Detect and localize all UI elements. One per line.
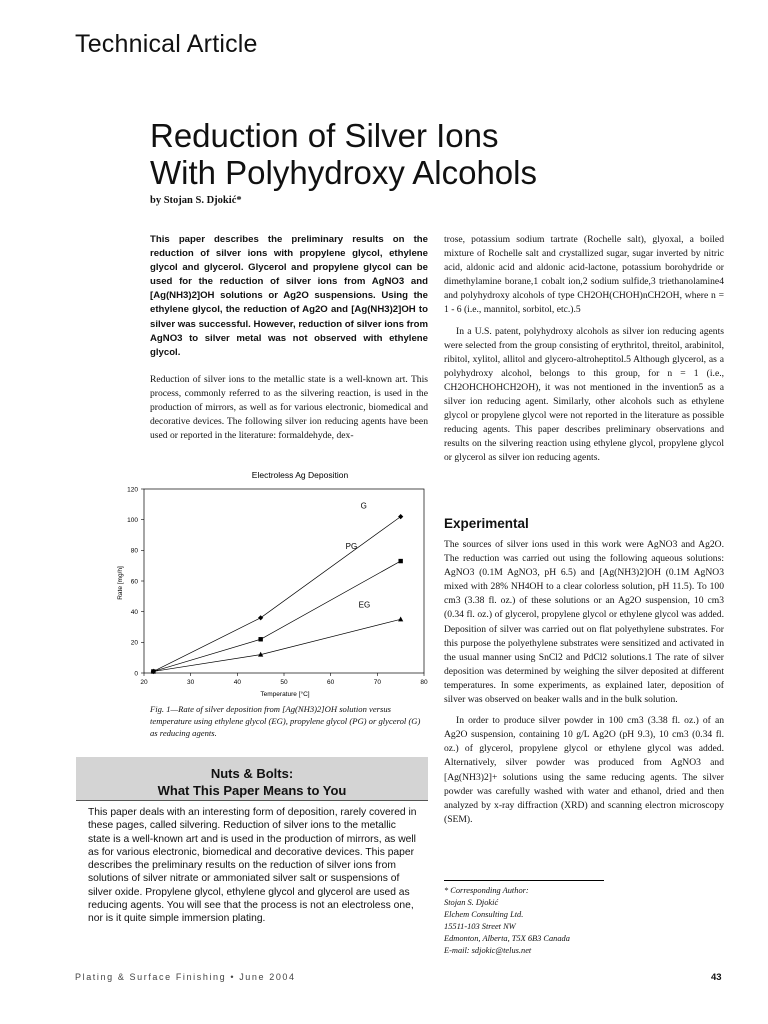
series-label-pg: PG (345, 542, 358, 552)
y-tick-label: 80 (130, 547, 138, 555)
x-axis-label: Temperature [°C] (260, 691, 310, 698)
footnote-line: Edmonton, Alberta, T5X 6B3 Canada (444, 934, 570, 943)
x-tick-label: 30 (187, 679, 195, 686)
experimental-paragraph-2: In order to produce silver powder in 100 cm3 (3.38 fl. oz.) of an Ag2O suspension, containing 10 g/L Ag2O (pH 9.3), 10 cm3 (0.34 fl. oz.) of glycerol, propylene glycol or ethylene glycol was added. Alternatively, silver powder was produced from AgNO3 and [Ag(NH3)2]+ solutions using the same reducing agents. The silver powder was carefully washed with water and ethanol, dried and then analyzed by x-ray diffraction (XRD) and scanning electron microscopy (SEM). (444, 715, 724, 825)
title-line-2: With Polyhydroxy Alcohols (150, 154, 537, 191)
chart-ticks (127, 486, 428, 686)
series-line-eg (153, 619, 400, 671)
chart-series (151, 502, 404, 674)
intro-paragraph: Reduction of silver ions to the metallic state is a well-known art. This process, commonly referred to as the silvering reaction, is used in the production of mirrors, as well as for various electronic, biomedical and decorative devices. The following silver ion reducing agents have been used or reported in the literature: formaldehyde, dex- (150, 374, 428, 442)
experimental-paragraph-1: The sources of silver ions used in this work were AgNO3 and Ag2O. The reduction was carried out using the following aqueous solutions: AgNO3 (0.1M AgNO3, pH 6.5) and [Ag(NH3)2]OH (0.1M AgNO3 mixed with 28% NH4OH to a clear colorless solution, pH 11.5). To 100 cm3 (3.38 fl. oz.) of these solutions or an Ag2O suspension, 10 cm3 (0.34 fl. oz.) of glycerol, propylene glycol or ethylene glycol was added. Deposition of silver was carried out on flat polyethylene substrates. For this purpose the polyethylene substrates were sensitized and activated in the usual manner using SnCl2 and PdCl2 solutions.1 The rate of silver deposition was determined by weighing the silver deposited at different temperatures. In some experiments, as explained later, deposition of silver was observed on beaker walls and in the bulk solution. (444, 539, 724, 706)
footnote (444, 885, 724, 957)
footnote-line: * Corresponding Author: (444, 886, 529, 895)
series-label-g: G (360, 501, 367, 511)
data-point-pg (398, 559, 402, 563)
footnote-rule (444, 880, 604, 881)
x-tick-label: 80 (420, 679, 428, 686)
right-paragraph-2: In a U.S. patent, polyhydroxy alcohols as silver ion reducing agents were selected from the group consisting of erythritol, threitol, arabinitol, ribitol, xylitol, allitol and glycero-altroheptitol.5 Although glycerol, as a polyhydroxy alcohol, belongs to this group, for n = 1 (i.e., CH2OHCHOHCH2OH), it was not mentioned in the invention5 as a silver ion reducing agent. Similarly, other alcohols such as ethylene glycol or propylene glycol were not reported in the literature as possible reducing agents. This paper describes preliminary observations and results on the silvering reaction using ethylene glycol, propylene glycol or glycerol as silver ion reducing agents. (444, 325, 724, 464)
x-tick-label: 50 (280, 679, 288, 686)
series-label-eg: EG (358, 600, 371, 610)
intro-column (150, 373, 428, 450)
series-line-g (153, 517, 400, 672)
y-tick-label: 60 (130, 578, 138, 586)
y-tick-label: 0 (134, 670, 138, 678)
x-tick-label: 60 (327, 679, 335, 686)
x-tick-label: 70 (373, 679, 381, 686)
chart-axes (144, 489, 424, 673)
right-paragraph-1: trose, potassium sodium tartrate (Rochelle salt), glyoxal, a boiled mixture of Rochelle salt and crystallized sugar, sugar inverted by nitric acid, aldonic acid and aldonic acid-lactone, potassium borohydride or dimethylamine borane,1 cobalt ion,2 sodium sulfide,3 triethanolamine4 and polyhydroxy alcohols of type CH2OH(CHOH)nCH2OH, where n = 1 - 6 (i.e., mannitol, sorbitol, etc.).5 (444, 234, 724, 316)
deposition-rate-chart (110, 468, 435, 700)
page-number: 43 (711, 972, 722, 983)
data-point-eg (398, 617, 403, 622)
footnote-line: 15511-103 Street NW (444, 922, 516, 931)
article-title (150, 117, 670, 191)
title-line-1: Reduction of Silver Ions (150, 117, 499, 154)
data-point-g (258, 615, 263, 620)
footnote-line: Elchem Consulting Ltd. (444, 910, 524, 919)
experimental-heading: Experimental (444, 516, 529, 531)
y-tick-label: 100 (127, 516, 138, 524)
sidebar-title-line-2: What This Paper Means to You (157, 783, 347, 798)
y-tick-label: 20 (130, 639, 138, 647)
x-tick-label: 20 (140, 679, 148, 686)
sidebar-title-line-1: Nuts & Bolts: (210, 766, 294, 781)
data-point-pg (258, 637, 262, 641)
data-point-g (398, 514, 403, 519)
y-tick-label: 120 (127, 486, 138, 494)
y-tick-label: 40 (130, 608, 138, 616)
byline: by Stojan S. Djokić* (150, 195, 242, 206)
experimental-body (444, 538, 724, 834)
sidebar-title-box (76, 757, 428, 801)
y-axis-label: Rate [mg/h] (117, 566, 124, 600)
footnote-line: E-mail: sdjokic@telus.net (444, 946, 532, 955)
footer-journal: Plating & Surface Finishing • June 2004 (75, 972, 296, 982)
plot-frame (144, 489, 424, 673)
section-heading: Technical Article (75, 30, 258, 58)
sidebar-body: This paper deals with an interesting form of deposition, rarely covered in these pages, called silvering. Reduction of silver ions to the metallic state is a well-known art and is used in the production of mirrors, as well as for various electronic, biomedical and decorative devices. This paper describes the preliminary results on the reduction of silver ions from solutions of silver nitrate or ammoniated silver salt or suspensions of silver oxide. Propylene glycol, ethylene glycol and glycerol are used as reducing agents. You will see that the process is not an electroless one, nor is it quite simple immersion plating. (88, 807, 417, 925)
x-tick-label: 40 (233, 679, 241, 686)
figure-caption: Fig. 1—Rate of silver deposition from [Ag(NH3)2]OH solution versus temperature using ethylene glycol (EG), propylene glycol (PG) or glycerol (G) as reducing agents. (150, 704, 421, 738)
series-line-pg (153, 561, 400, 671)
chart-title: Electroless Ag Deposition (251, 470, 349, 480)
right-column (444, 233, 724, 473)
abstract: This paper describes the preliminary results on the reduction of silver ions with propylene glycol, ethylene glycol and glycerol. Glycerol and propylene glycol can be used for the reduction of silver ions from AgNO3 and [Ag(NH3)2]OH solutions or Ag2O suspensions. Using the ethylene glycol, the reduction of Ag2O and [Ag(NH3)2]OH to silver was successful. However, reduction of silver ions from AgNO3 to silver metal was not observed with ethylene glycol. (150, 234, 428, 358)
footnote-line: Stojan S. Djokić (444, 898, 499, 907)
